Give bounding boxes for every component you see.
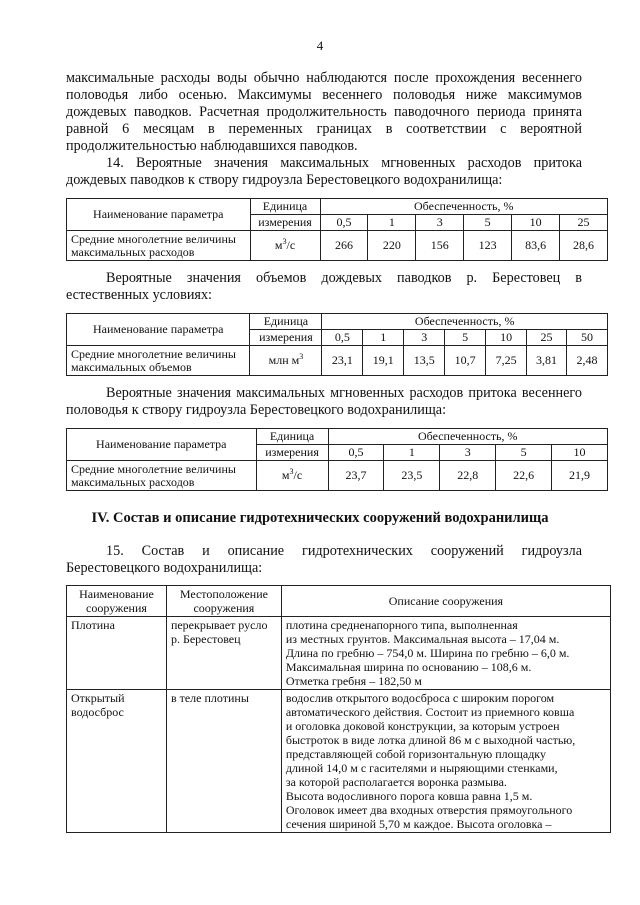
- intro-paragraph: максимальные расходы воды обычно наблюдаются после прохождения весеннего половодья либо осенью. Максимумы весеннего половодья ниже максимумов дождевых паводков. Расчетная продолжительность паводочного периода принята равной 6 месяцам в переменных границах в соответствии с вероятной продолжительностью наблюдавшихся паводков.: [66, 70, 582, 154]
- description-line: длиной 14,0 м с гасителями и ныряющими стенками,: [285, 761, 558, 775]
- value-cell: 23,7: [328, 461, 384, 491]
- row-name-line-2: максимальных объемов: [71, 359, 192, 374]
- value-cell: 220: [368, 231, 416, 261]
- table-row: [67, 617, 611, 690]
- structure-name: [67, 690, 167, 833]
- row-name: [67, 231, 251, 261]
- value-cell: 22,6: [496, 461, 552, 491]
- structure-location-line-1: перекрывает русло: [170, 618, 268, 632]
- header-parameter: Наименование параметра: [67, 314, 250, 346]
- header-parameter: Наименование параметра: [67, 199, 251, 231]
- value-cell: 22,8: [440, 461, 496, 491]
- structure-location: [166, 617, 281, 690]
- section-heading: IV. Состав и описание гидротехнических сооружений водохранилища: [91, 510, 549, 526]
- header-unit-1: Единица: [256, 429, 328, 445]
- prob-cell: 5: [464, 215, 512, 231]
- prob-cell: 1: [368, 215, 416, 231]
- header-structure-name-line-2: сооружения: [86, 601, 147, 615]
- header-unit-1: Единица: [250, 199, 320, 215]
- prob-cell: 50: [567, 330, 608, 346]
- prob-cell: 0,5: [328, 445, 384, 461]
- table-spring-flood-discharges: [66, 428, 608, 491]
- paragraph-rain-flood-volumes: Вероятные значения объемов дождевых паводков р. Берестовец в естественных условиях:: [66, 270, 582, 303]
- table-rain-flood-volumes: [66, 313, 608, 376]
- value-cell: 10,7: [445, 346, 486, 376]
- unit-sup: 3: [299, 352, 304, 361]
- structure-location: [166, 690, 281, 833]
- unit-cell: [256, 461, 328, 491]
- prob-cell: 10: [512, 215, 560, 231]
- structure-name-line-1: Открытый: [71, 691, 125, 705]
- header-probability: Обеспеченность, %: [320, 199, 608, 215]
- description-line: Отметка гребня – 182,50 м: [285, 674, 422, 688]
- value-cell: 7,25: [486, 346, 527, 376]
- header-unit-2: измерения: [250, 330, 322, 346]
- row-name-line-1: Средние многолетние величины: [71, 461, 236, 476]
- header-structure-description: Описание сооружения: [281, 586, 610, 617]
- description-line: Оголовок имеет два входных отверстия прямоугольного: [285, 803, 573, 817]
- header-structure-name: [67, 586, 167, 617]
- description-line: водослив открытого водосброса с широким порогом: [285, 691, 555, 705]
- header-structure-location-line-2: сооружения: [193, 601, 255, 615]
- unit-tail: /с: [286, 238, 296, 252]
- prob-cell: 3: [404, 330, 445, 346]
- prob-cell: 3: [416, 215, 464, 231]
- row-name-line-1: Средние многолетние величины: [71, 231, 236, 246]
- row-name-line-1: Средние многолетние величины: [71, 346, 236, 361]
- description-line: за которой располагается воронка размыва.: [285, 775, 507, 789]
- header-unit-2: измерения: [256, 445, 328, 461]
- unit-cell: [250, 231, 320, 261]
- structure-name-line-1: Плотина: [71, 618, 115, 632]
- prob-cell: 1: [384, 445, 440, 461]
- value-cell: 23,5: [384, 461, 440, 491]
- structure-description: [281, 690, 610, 833]
- prob-cell: 0,5: [320, 215, 368, 231]
- structure-location-line-2: р. Берестовец: [170, 632, 241, 646]
- row-name-line-2: максимальных расходов: [71, 474, 195, 489]
- row-name-line-2: максимальных расходов: [71, 244, 195, 259]
- description-line: и оголовка доковой конструкции, за которым устроен: [285, 719, 560, 733]
- row-name: [67, 461, 257, 491]
- header-unit-1: Единица: [250, 314, 322, 330]
- value-cell: 3,81: [527, 346, 567, 376]
- page-number: 4: [316, 38, 324, 53]
- description-line: Высота водосливного порога ковша равна 1,5 м.: [285, 789, 533, 803]
- description-line: быстроток в виде лотка длиной 86 м с выходной частью,: [285, 733, 576, 747]
- section-14-paragraph: 14. Вероятные значения максимальных мгновенных расходов притока дождевых паводков к створу гидроузла Берестовецкого водохранилища:: [66, 155, 582, 188]
- unit-base: м: [274, 238, 283, 252]
- structure-location-line-1: в теле плотины: [170, 691, 249, 705]
- structure-description: [281, 617, 610, 690]
- value-cell: 123: [464, 231, 512, 261]
- structure-name: [67, 617, 167, 690]
- value-cell: 156: [416, 231, 464, 261]
- description-line: представляющей собой горизонтальную площадку: [285, 747, 546, 761]
- structure-name-line-2: водосброс: [71, 705, 124, 719]
- paragraph-spring-flood-discharges: Вероятные значения максимальных мгновенных расходов притока весеннего половодья к створу гидроузла Берестовецкого водохранилища:: [66, 385, 582, 418]
- row-name: [67, 346, 250, 376]
- table-structures: [66, 585, 611, 833]
- unit-tail: /с: [293, 468, 303, 482]
- prob-cell: 5: [445, 330, 486, 346]
- unit-base: млн м: [268, 353, 300, 367]
- table-row: [67, 690, 611, 833]
- description-line: сечения шириной 5,70 м каждое. Высота оголовка –: [285, 817, 552, 831]
- unit-sup: 3: [289, 467, 294, 476]
- section-15-paragraph: 15. Состав и описание гидротехнических сооружений гидроузла Берестовецкого водохранилища:: [66, 543, 582, 576]
- unit-cell: [250, 346, 322, 376]
- header-unit-2: измерения: [250, 215, 320, 231]
- header-structure-location: [166, 586, 281, 617]
- prob-cell: 25: [560, 215, 608, 231]
- description-line: Максимальная ширина по основанию – 108,6 м.: [285, 660, 532, 674]
- prob-cell: 25: [527, 330, 567, 346]
- value-cell: 19,1: [363, 346, 404, 376]
- description-line: автоматического действия. Состоит из приемного ковша: [285, 705, 575, 719]
- description-line: из местных грунтов. Максимальная высота – 17,04 м.: [285, 632, 560, 646]
- value-cell: 83,6: [512, 231, 560, 261]
- prob-cell: 5: [496, 445, 552, 461]
- value-cell: 23,1: [322, 346, 363, 376]
- unit-base: м: [281, 468, 290, 482]
- table-rain-flood-discharges: [66, 198, 608, 261]
- prob-cell: 0,5: [322, 330, 363, 346]
- unit-sup: 3: [282, 237, 287, 246]
- header-probability: Обеспеченность, %: [322, 314, 608, 330]
- prob-cell: 3: [440, 445, 496, 461]
- description-line: плотина средненапорного типа, выполненная: [285, 618, 518, 632]
- prob-cell: 10: [486, 330, 527, 346]
- value-cell: 2,48: [567, 346, 608, 376]
- header-parameter: Наименование параметра: [67, 429, 257, 461]
- value-cell: 13,5: [404, 346, 445, 376]
- prob-cell: 10: [552, 445, 608, 461]
- header-structure-name-line-1: Наименование: [79, 587, 154, 601]
- header-structure-location-line-1: Местоположение: [179, 587, 268, 601]
- value-cell: 21,9: [552, 461, 608, 491]
- header-probability: Обеспеченность, %: [328, 429, 607, 445]
- description-line: Длина по гребню – 754,0 м. Ширина по гребню – 6,0 м.: [285, 646, 570, 660]
- value-cell: 28,6: [560, 231, 608, 261]
- prob-cell: 1: [363, 330, 404, 346]
- value-cell: 266: [320, 231, 368, 261]
